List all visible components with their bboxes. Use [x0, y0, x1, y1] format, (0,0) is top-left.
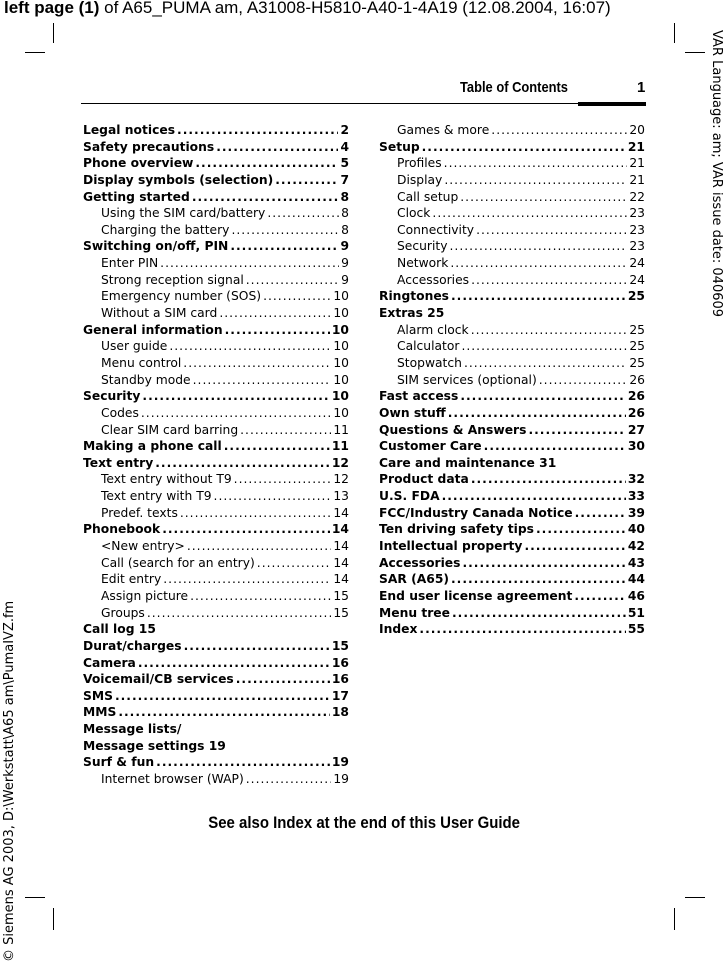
- dot-leader: [460, 388, 626, 405]
- toc-entry-page: 27: [627, 422, 645, 437]
- dot-leader: [192, 189, 339, 206]
- toc-entry-page: 8: [340, 189, 349, 204]
- toc-entry[interactable]: [83, 288, 349, 305]
- toc-entry-label: Intellectual property: [379, 539, 523, 554]
- dot-leader: [187, 538, 331, 555]
- dot-leader: [216, 139, 338, 156]
- toc-entry[interactable]: [379, 205, 645, 222]
- toc-entry-page: 14: [331, 522, 349, 537]
- toc-right-column: [379, 122, 645, 638]
- dot-leader: [115, 688, 330, 705]
- dot-leader: [539, 372, 628, 389]
- toc-entry[interactable]: [83, 372, 349, 389]
- toc-entry-page: 15: [331, 638, 349, 653]
- toc-entry-page: 4: [340, 139, 349, 154]
- toc-entry-label: Display symbols (selection): [83, 172, 274, 187]
- toc-entry[interactable]: [83, 155, 349, 172]
- dot-leader: [451, 571, 626, 588]
- print-job-line: [4, 0, 611, 18]
- dot-leader: [219, 305, 331, 322]
- toc-entry-page: 14: [333, 555, 349, 570]
- toc-entry[interactable]: [379, 238, 645, 255]
- dot-leader: [193, 372, 332, 389]
- toc-entry[interactable]: [83, 471, 349, 488]
- toc-entry-label: Groups: [101, 605, 145, 620]
- toc-entry[interactable]: [379, 438, 645, 455]
- toc-entry-label: Ringtones: [379, 289, 449, 304]
- toc-entry-label: Emergency number (SOS): [101, 289, 262, 304]
- toc-entry-label: Durat/charges: [83, 638, 182, 653]
- crop-mark: [25, 52, 45, 53]
- toc-entry-label: Ten driving safety tips: [379, 522, 534, 537]
- dot-leader: [461, 338, 627, 355]
- toc-entry[interactable]: [83, 721, 349, 738]
- toc-entry-label: End user license agreement: [379, 588, 573, 603]
- toc-entry-label: Product data: [379, 472, 469, 487]
- toc-entry-label: Index: [379, 622, 418, 637]
- toc-entry-label: MMS: [83, 705, 117, 720]
- toc-entry-label: Codes: [101, 405, 139, 420]
- toc-entry-page: 7: [340, 172, 349, 187]
- dot-leader: [180, 505, 331, 522]
- toc-entry[interactable]: [379, 272, 645, 289]
- toc-entry[interactable]: [83, 189, 349, 206]
- toc-entry[interactable]: [83, 588, 349, 605]
- toc-entry-page: 55: [627, 622, 645, 637]
- toc-entry[interactable]: [379, 388, 645, 405]
- toc-entry-page: 39: [627, 505, 645, 520]
- toc-entry[interactable]: [379, 305, 645, 322]
- toc-entry-page: 25: [629, 355, 645, 370]
- toc-entry-page: 9: [340, 239, 349, 254]
- toc-entry-label: Without a SIM card: [101, 306, 218, 321]
- toc-entry-label: Making a phone call: [83, 439, 222, 454]
- toc-entry-label: Strong reception signal: [101, 272, 244, 287]
- toc-entry[interactable]: [83, 505, 349, 522]
- toc-entry[interactable]: [379, 521, 645, 538]
- toc-entry-page: 26: [627, 405, 645, 420]
- toc-entry[interactable]: [379, 255, 645, 272]
- dot-leader: [471, 471, 626, 488]
- dot-leader: [575, 505, 626, 522]
- dot-leader: [451, 288, 626, 305]
- toc-entry[interactable]: [379, 422, 645, 439]
- dot-leader: [169, 338, 331, 355]
- toc-entry[interactable]: [379, 571, 645, 588]
- toc-entry-label: Questions & Answers: [379, 422, 527, 437]
- toc-entry-label: Security: [83, 389, 141, 404]
- toc-entry-label: Legal notices: [83, 123, 176, 137]
- toc-entry-label: Security: [397, 239, 448, 254]
- toc-entry-page: 43: [627, 555, 645, 570]
- toc-entry-label: Switching on/off, PIN: [83, 239, 229, 254]
- dot-leader: [432, 205, 627, 222]
- dot-leader: [240, 422, 331, 439]
- crop-mark: [674, 23, 675, 43]
- dot-leader: [471, 272, 627, 289]
- dot-leader: [275, 172, 338, 189]
- toc-entry[interactable]: [379, 488, 645, 505]
- toc-entry[interactable]: [379, 588, 645, 605]
- toc-entry[interactable]: [379, 555, 645, 572]
- toc-entry[interactable]: [83, 771, 349, 788]
- crop-mark: [685, 897, 705, 898]
- toc-entry-label: Call setup: [397, 189, 459, 204]
- toc-entry-label: Care and maintenance 31: [379, 455, 557, 470]
- toc-entry[interactable]: [83, 671, 349, 688]
- crop-mark: [685, 52, 705, 53]
- toc-entry[interactable]: [83, 488, 349, 505]
- toc-entry[interactable]: [379, 505, 645, 522]
- toc-entry-page: 2: [340, 123, 349, 137]
- dot-leader: [231, 222, 339, 239]
- toc-entry-page: 9: [341, 272, 349, 287]
- dot-leader: [444, 155, 628, 172]
- toc-entry-label: Text entry without T9: [101, 472, 232, 487]
- toc-entry-page: 32: [627, 472, 645, 487]
- toc-entry-label: Camera: [83, 655, 136, 670]
- toc-entry-label: Surf & fun: [83, 755, 155, 770]
- toc-entry-page: 12: [331, 455, 349, 470]
- toc-entry-page: 10: [333, 339, 349, 354]
- toc-entry-page: 40: [627, 522, 645, 537]
- dot-leader: [246, 272, 339, 289]
- toc-entry-page: 19: [333, 771, 349, 786]
- toc-entry-page: 8: [341, 222, 349, 237]
- toc-entry-page: 14: [333, 505, 349, 520]
- dot-leader: [142, 388, 329, 405]
- crop-mark: [53, 908, 54, 930]
- toc-entry-page: 18: [331, 705, 349, 720]
- toc-entry-page: 23: [629, 206, 645, 221]
- toc-entry-label: SAR (A65): [379, 572, 449, 587]
- toc-entry[interactable]: [83, 422, 349, 439]
- crop-mark: [53, 23, 54, 43]
- toc-entry-page: 21: [627, 139, 645, 154]
- toc-entry-page: 10: [333, 306, 349, 321]
- toc-entry-label: Assign picture: [101, 588, 189, 603]
- toc-entry[interactable]: [83, 272, 349, 289]
- dot-leader: [183, 355, 331, 372]
- toc-entry-page: 46: [627, 588, 645, 603]
- toc-entry-page: 10: [333, 405, 349, 420]
- toc-entry[interactable]: [379, 338, 645, 355]
- toc-entry-label: SMS: [83, 688, 113, 703]
- dot-leader: [246, 771, 332, 788]
- toc-entry[interactable]: [379, 122, 645, 139]
- dot-leader: [476, 222, 627, 239]
- dot-leader: [230, 238, 338, 255]
- dot-leader: [536, 521, 626, 538]
- dot-leader: [155, 455, 330, 472]
- toc-entry-label: Stopwatch: [397, 355, 462, 370]
- toc-entry[interactable]: [83, 688, 349, 705]
- toc-entry-label: Predef. texts: [101, 505, 178, 520]
- dot-leader: [491, 122, 627, 139]
- dot-leader: [195, 155, 338, 172]
- toc-entry-page: 19: [331, 755, 349, 770]
- toc-entry-page: 44: [627, 572, 645, 587]
- page-number: 1: [637, 79, 646, 96]
- dot-leader: [419, 621, 625, 638]
- toc-entry[interactable]: [83, 538, 349, 555]
- dot-leader: [138, 655, 330, 672]
- toc-entry-page: 5: [340, 156, 349, 171]
- toc-entry-label: Own stuff: [379, 405, 446, 420]
- dot-leader: [184, 638, 330, 655]
- toc-entry[interactable]: [83, 172, 349, 189]
- toc-entry[interactable]: [379, 538, 645, 555]
- dot-leader: [236, 671, 330, 688]
- toc-entry-label: Using the SIM card/battery: [101, 206, 266, 221]
- toc-entry-page: 8: [341, 206, 349, 221]
- dot-leader: [147, 605, 332, 622]
- toc-entry-label: Display: [397, 172, 443, 187]
- dot-leader: [190, 588, 331, 605]
- toc-entry[interactable]: [83, 704, 349, 721]
- toc-entry[interactable]: [379, 139, 645, 156]
- toc-entry[interactable]: [379, 155, 645, 172]
- toc-entry-page: 51: [627, 605, 645, 620]
- toc-entry-label: Calculator: [397, 339, 460, 354]
- toc-entry[interactable]: [83, 122, 349, 139]
- toc-entry-page: 25: [629, 322, 645, 337]
- dot-leader: [442, 488, 626, 505]
- toc-entry-label: Call log 15: [83, 622, 156, 637]
- toc-entry[interactable]: [83, 521, 349, 538]
- toc-entry-label: Message lists/: [83, 722, 182, 737]
- crop-mark: [674, 908, 675, 930]
- toc-entry[interactable]: [83, 338, 349, 355]
- toc-entry-page: 23: [629, 222, 645, 237]
- toc-entry-page: 26: [629, 372, 645, 387]
- dot-leader: [462, 555, 625, 572]
- dot-leader: [574, 588, 625, 605]
- footer-note: [0, 813, 725, 833]
- toc-entry-page: 16: [331, 672, 349, 687]
- page-label: left page (1): [4, 0, 100, 17]
- toc-left-column: [83, 122, 349, 788]
- toc-entry-page: 30: [627, 439, 645, 454]
- toc-entry-label: Getting started: [83, 189, 190, 204]
- toc-entry-label: Alarm clock: [397, 322, 469, 337]
- dot-leader: [234, 471, 332, 488]
- dot-leader: [177, 122, 338, 139]
- toc-entry-label: Edit entry: [101, 572, 162, 587]
- toc-entry-page: 42: [627, 539, 645, 554]
- toc-entry-label: Charging the battery: [101, 222, 230, 237]
- toc-entry-label: Menu tree: [379, 605, 450, 620]
- toc-entry-label: Voicemail/CB services: [83, 672, 234, 687]
- dot-leader: [471, 322, 628, 339]
- toc-entry-label: Customer Care: [379, 439, 482, 454]
- dot-leader: [450, 255, 627, 272]
- toc-entry-label: Fast access: [379, 389, 459, 404]
- toc-entry[interactable]: [379, 405, 645, 422]
- dot-leader: [156, 754, 330, 771]
- toc-entry-page: 21: [629, 172, 645, 187]
- toc-entry-label: FCC/Industry Canada Notice: [379, 505, 573, 520]
- toc-entry-page: 20: [629, 123, 645, 137]
- toc-entry-page: 22: [629, 189, 645, 204]
- dot-leader: [452, 605, 626, 622]
- toc-entry[interactable]: [83, 605, 349, 622]
- toc-entry-page: 10: [331, 389, 349, 404]
- toc-entry-label: U.S. FDA: [379, 489, 440, 504]
- dot-leader: [225, 322, 330, 339]
- toc-entry-label: Call (search for an entry): [101, 555, 255, 570]
- toc-entry-label: Extras 25: [379, 306, 445, 321]
- dot-leader: [484, 438, 626, 455]
- toc-entry-page: 24: [629, 256, 645, 271]
- toc-entry-label: Enter PIN: [101, 256, 159, 271]
- language-info: VAR Language: am; VAR issue date: 040609: [709, 30, 724, 318]
- dot-leader: [444, 172, 627, 189]
- toc-entry-label: Connectivity: [397, 222, 475, 237]
- toc-entry-page: 14: [333, 572, 349, 587]
- dot-leader: [257, 555, 332, 572]
- dot-leader: [224, 438, 330, 455]
- footer-text: See also Index at the end of this User Guide: [208, 813, 520, 832]
- toc-entry-page: 13: [333, 489, 349, 504]
- toc-entry[interactable]: [83, 255, 349, 272]
- toc-entry[interactable]: [379, 605, 645, 622]
- dot-leader: [163, 571, 331, 588]
- toc-entry[interactable]: [83, 638, 349, 655]
- toc-entry[interactable]: [379, 288, 645, 305]
- toc-entry-label: Clock: [397, 206, 431, 221]
- toc-entry[interactable]: [379, 621, 645, 638]
- document-info: of A65_PUMA am, A31008-H5810-A40-1-4A19 (12.08.2004, 16:07): [99, 0, 611, 17]
- header-rule-accent: [578, 102, 646, 106]
- toc-entry[interactable]: [379, 222, 645, 239]
- toc-entry-label: Standby mode: [101, 372, 191, 387]
- toc-entry-label: SIM services (optional): [397, 372, 537, 387]
- toc-entry[interactable]: [83, 238, 349, 255]
- toc-entry[interactable]: [83, 405, 349, 422]
- toc-entry[interactable]: [83, 222, 349, 239]
- toc-entry-label: General information: [83, 322, 223, 337]
- toc-entry[interactable]: [379, 372, 645, 389]
- toc-entry[interactable]: [83, 139, 349, 156]
- toc-entry-label: Phone overview: [83, 156, 194, 171]
- toc-entry-label: Clear SIM card barring: [101, 422, 239, 437]
- toc-entry-label: Profiles: [397, 156, 442, 171]
- dot-leader: [460, 189, 627, 206]
- toc-entry-page: 21: [629, 156, 645, 171]
- toc-entry-page: 16: [331, 655, 349, 670]
- toc-entry[interactable]: [83, 205, 349, 222]
- toc-entry-label: Games & more: [397, 123, 490, 137]
- dot-leader: [524, 538, 625, 555]
- toc-entry-label: Message settings 19: [83, 738, 226, 753]
- toc-entry-page: 25: [627, 289, 645, 304]
- toc-entry[interactable]: [83, 621, 349, 638]
- toc-entry[interactable]: [83, 438, 349, 455]
- toc-entry-page: 23: [629, 239, 645, 254]
- toc-entry[interactable]: [83, 322, 349, 339]
- toc-entry[interactable]: [379, 322, 645, 339]
- toc-entry-page: 25: [629, 339, 645, 354]
- toc-entry-label: Phonebook: [83, 522, 161, 537]
- toc-entry[interactable]: [83, 555, 349, 572]
- toc-entry[interactable]: [83, 655, 349, 672]
- toc-entry-page: 10: [333, 289, 349, 304]
- toc-entry-label: Text entry with T9: [101, 489, 212, 504]
- toc-entry-label: Accessories: [397, 272, 470, 287]
- toc-entry[interactable]: [83, 571, 349, 588]
- toc-entry-label: Text entry: [83, 455, 154, 470]
- dot-leader: [528, 422, 625, 439]
- toc-entry[interactable]: [379, 172, 645, 189]
- toc-entry-page: 33: [627, 489, 645, 504]
- toc-entry-page: 10: [331, 322, 349, 337]
- crop-mark: [25, 897, 45, 898]
- dot-leader: [160, 255, 339, 272]
- toc-entry-label: User guide: [101, 339, 168, 354]
- dot-leader: [162, 521, 330, 538]
- toc-entry-label: Safety precautions: [83, 139, 215, 154]
- toc-entry-page: 11: [331, 439, 349, 454]
- dot-leader: [267, 205, 339, 222]
- toc-entry-page: 12: [333, 472, 349, 487]
- toc-entry-page: 15: [333, 588, 349, 603]
- toc-entry-page: 14: [333, 539, 349, 554]
- dot-leader: [118, 704, 330, 721]
- toc-entry[interactable]: [379, 189, 645, 206]
- toc-entry-label: Internet browser (WAP): [101, 771, 244, 786]
- header-rule: [81, 103, 646, 104]
- toc-entry[interactable]: [83, 388, 349, 405]
- dot-leader: [263, 288, 331, 305]
- toc-entry-page: 17: [331, 688, 349, 703]
- dot-leader: [141, 405, 331, 422]
- toc-entry-page: 10: [333, 372, 349, 387]
- toc-entry-page: 15: [333, 605, 349, 620]
- toc-entry-label: Setup: [379, 139, 420, 154]
- dot-leader: [448, 405, 626, 422]
- toc-entry-page: 26: [627, 389, 645, 404]
- dot-leader: [450, 238, 628, 255]
- page-title: Table of Contents: [460, 79, 568, 96]
- toc-entry[interactable]: [379, 471, 645, 488]
- dot-leader: [214, 488, 332, 505]
- toc-entry[interactable]: [83, 754, 349, 771]
- toc-entry-page: 9: [341, 256, 349, 271]
- toc-entry-page: 11: [333, 422, 349, 437]
- toc-entry[interactable]: [83, 738, 349, 755]
- toc-entry-page: 10: [333, 355, 349, 370]
- toc-entry-label: Network: [397, 256, 449, 271]
- toc-entry[interactable]: [83, 305, 349, 322]
- toc-entry[interactable]: [379, 355, 645, 372]
- toc-entry-label: Menu control: [101, 355, 182, 370]
- dot-leader: [422, 139, 626, 156]
- toc-entry-label: <New entry>: [101, 539, 185, 554]
- toc-entry-label: Accessories: [379, 555, 461, 570]
- toc-entry[interactable]: [379, 455, 645, 472]
- toc-entry[interactable]: [83, 455, 349, 472]
- toc-entry-page: 24: [629, 272, 645, 287]
- copyright-path: © Siemens AG 2003, D:\Werkstatt\A65 am\PumaIVZ.fm: [2, 600, 17, 962]
- toc-entry[interactable]: [83, 355, 349, 372]
- dot-leader: [464, 355, 627, 372]
